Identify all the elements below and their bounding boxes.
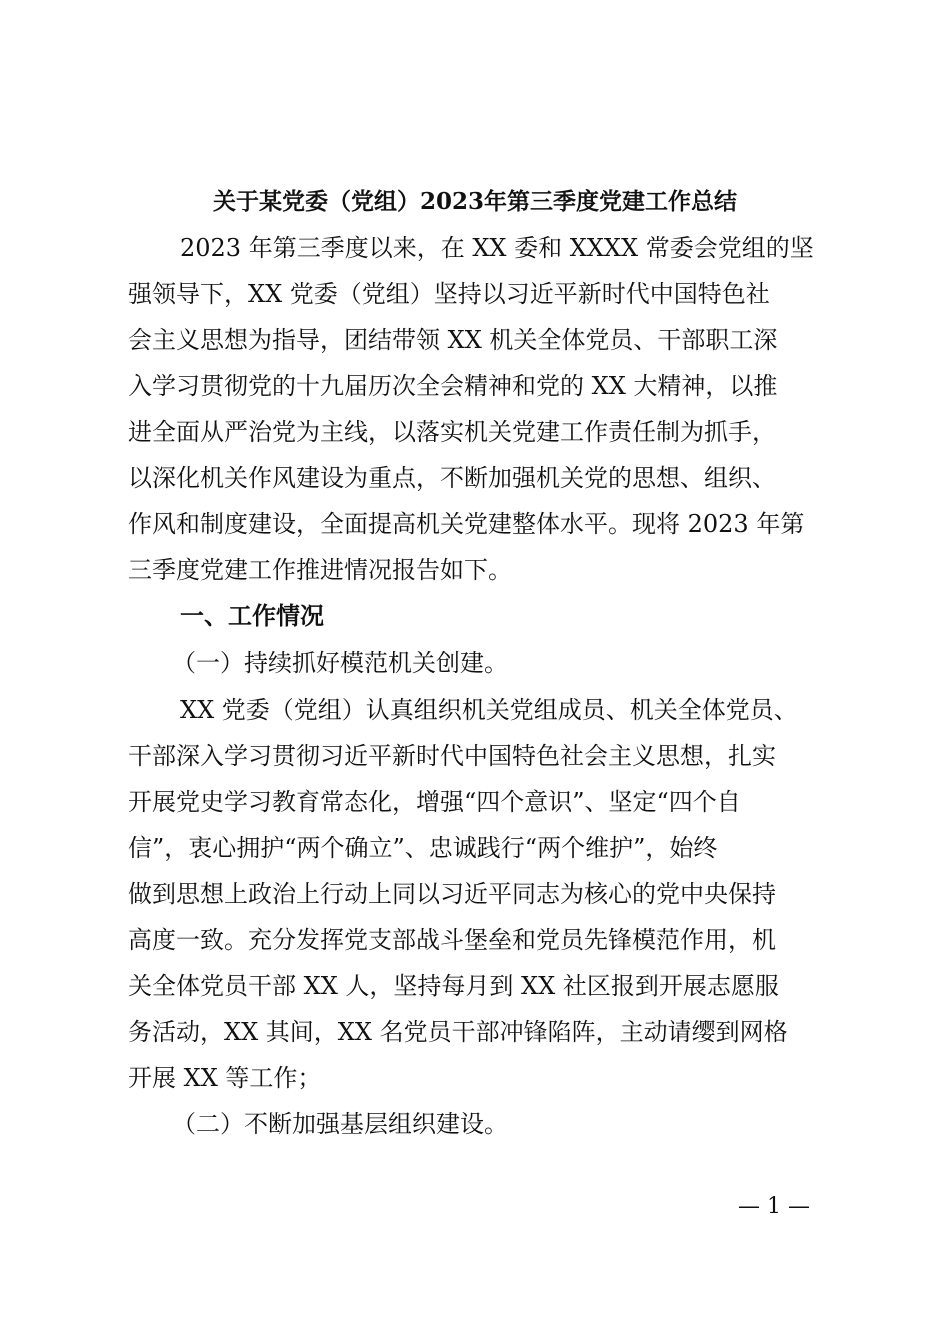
body-line: 务活动，XX 其间，XX 名党员干部冲锋陷阵，主动请缨到网格 [128, 1018, 788, 1046]
intro-line: 以深化机关作风建设为重点，不断加强机关党的思想、组织、 [128, 464, 776, 492]
body-line: 关全体党员干部 XX 人，坚持每月到 XX 社区报到开展志愿服 [128, 972, 779, 1000]
body-line: XX 党委（党组）认真组织机关党组成员、机关全体党员、 [180, 696, 798, 724]
document-title: 关于某党委（党组）2023年第三季度党建工作总结 [212, 188, 737, 215]
intro-line: 强领导下，XX 党委（党组）坚持以习近平新时代中国特色社 [128, 280, 770, 308]
subsection-heading: （一）持续抓好模范机关创建。 [172, 649, 508, 677]
section-heading: 一、工作情况 [180, 602, 324, 630]
intro-line: 作风和制度建设，全面提高机关党建整体水平。现将 2023 年第 [128, 510, 805, 538]
body-line: 干部深入学习贯彻习近平新时代中国特色社会主义思想，扎实 [128, 742, 776, 770]
subsection-heading: （二）不断加强基层组织建设。 [172, 1110, 508, 1138]
body-line: 开展党史学习教育常态化，增强“四个意识”、坚定“四个自 [128, 788, 741, 816]
intro-line: 会主义思想为指导，团结带领 XX 机关全体党员、干部职工深 [128, 326, 778, 354]
intro-line: 进全面从严治党为主线，以落实机关党建工作责任制为抓手， [128, 418, 776, 446]
body-line: 做到思想上政治上行动上同以习近平同志为核心的党中央保持 [128, 880, 776, 908]
intro-line: 入学习贯彻党的十九届历次全会精神和党的 XX 大精神，以推 [128, 372, 778, 400]
page-number: — 1 — [738, 1194, 810, 1219]
intro-line: 三季度党建工作推进情况报告如下。 [128, 556, 512, 584]
body-line: 高度一致。充分发挥党支部战斗堡垒和党员先锋模范作用，机 [128, 926, 776, 954]
intro-line: 2023 年第三季度以来，在 XX 委和 XXXX 常委会党组的坚 [180, 234, 814, 262]
body-line: 信”，衷心拥护“两个确立”、忠诚践行“两个维护”，始终 [128, 834, 718, 862]
body-line: 开展 XX 等工作； [128, 1064, 322, 1092]
